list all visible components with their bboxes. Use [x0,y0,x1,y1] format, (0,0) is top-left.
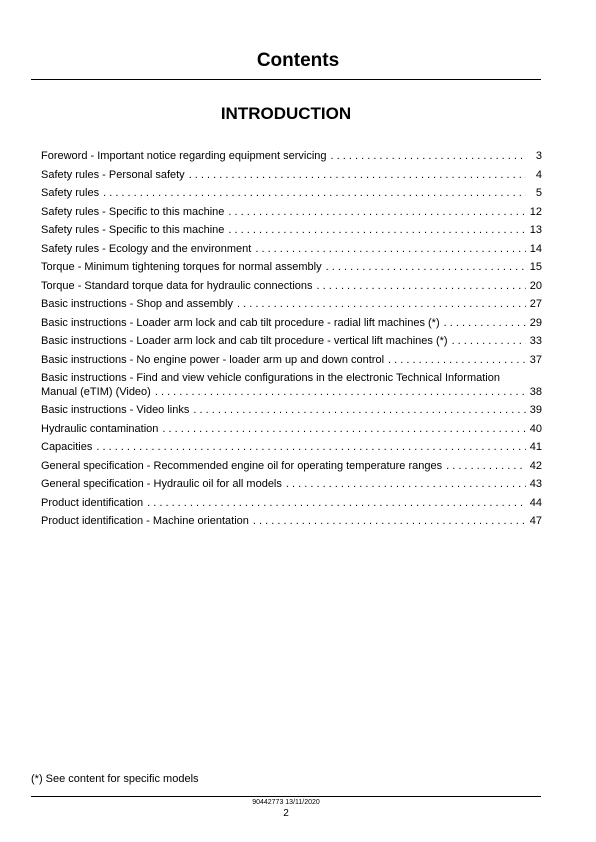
toc-entry-title: Basic instructions - Loader arm lock and cab tilt procedure - vertical lift machines (*) [41,335,448,347]
toc-entry-title: Hydraulic contamination [41,422,159,435]
page-number: 2 [283,808,289,819]
toc-entry-page: 15 [529,261,542,273]
toc-leader [317,277,527,296]
toc-entry[interactable] [41,184,542,203]
toc-entry-title: Capacities [41,441,93,453]
toc-entry[interactable] [41,475,542,494]
toc-entry[interactable] [41,351,542,370]
toc-leader [147,494,526,513]
toc-entry[interactable] [41,221,542,240]
footer-divider [31,796,541,797]
toc-entry-title: Safety rules - Ecology and the environment [41,242,252,255]
toc-entry[interactable] [41,277,542,296]
toc-entry-page: 43 [529,478,542,490]
toc-leader [286,475,526,494]
toc-leader [162,420,526,439]
toc-entry-page: 47 [529,515,542,527]
section-heading: INTRODUCTION [220,104,352,123]
toc-leader [326,258,526,277]
toc-entry-page: 39 [529,404,542,416]
toc-entry-page: 41 [529,441,542,453]
header-divider [31,79,541,80]
document-id: 90442773 13/11/2020 [252,799,320,806]
toc-entry[interactable] [41,420,542,439]
toc-entry-page: 3 [535,150,542,162]
toc-entry-page: 29 [529,316,542,329]
toc-entry-title: Foreword - Important notice regarding equipment servicing [41,150,327,162]
toc-leader [96,438,526,457]
footnote: (*) See content for specific models [31,773,199,785]
toc-entry-page: 33 [529,335,542,347]
toc-entry-page: 20 [529,279,542,292]
toc-entry[interactable] [41,240,542,259]
toc-leader [155,385,526,399]
toc-entry-title: Safety rules - Specific to this machine [41,224,225,236]
toc-entry-title: Basic instructions - Video links [41,404,190,416]
toc-entry-title: General specification - Hydraulic oil for all models [41,478,282,490]
toc-entry[interactable] [41,332,542,351]
toc-entry-title: Basic instructions - Find and view vehicle configurations in the electronic Technical Information [41,372,500,384]
toc-leader [255,240,526,259]
toc-entry[interactable] [41,166,542,185]
page-title: Contents [256,50,340,71]
toc-entry[interactable] [41,512,542,531]
toc-entry-title: Basic instructions - No engine power - loader arm up and down control [41,353,385,366]
toc-entry-page: 14 [529,242,542,255]
toc-entry-title: Safety rules - Personal safety [41,168,185,181]
toc-entry[interactable] [41,369,542,401]
toc-leader [189,166,526,185]
toc-entry-page: 42 [529,459,542,472]
toc-entry[interactable] [41,314,542,333]
toc-entry[interactable] [41,258,542,277]
toc-leader [444,314,526,333]
toc-entry-title: General specification - Recommended engine oil for operating temperature ranges [41,459,443,472]
toc-entry[interactable] [41,295,542,314]
toc-entry-page: 44 [529,496,542,509]
toc-entry-page: 13 [529,224,542,236]
table-of-contents [41,147,542,531]
toc-entry[interactable] [41,203,542,222]
toc-entry-title-cont: Manual (eTIM) (Video) [41,386,151,398]
toc-entry-page: 4 [535,168,542,181]
toc-leader [388,351,526,370]
toc-entry-title: Safety rules - Specific to this machine [41,205,225,218]
toc-leader [193,401,526,420]
toc-entry-page: 38 [529,386,542,398]
toc-leader [452,332,526,351]
toc-leader [228,203,526,222]
toc-leader [331,147,526,166]
toc-entry[interactable] [41,401,542,420]
toc-entry-title: Basic instructions - Shop and assembly [41,298,233,310]
toc-entry-title: Torque - Minimum tightening torques for normal assembly [41,261,322,273]
toc-entry-title: Product identification - Machine orientation [41,515,249,527]
toc-entry[interactable] [41,457,542,476]
toc-entry[interactable] [41,438,542,457]
toc-entry-page: 5 [535,187,542,199]
toc-entry-page: 40 [529,422,542,435]
toc-entry-page: 37 [529,353,542,366]
toc-entry-title: Safety rules [41,187,100,199]
toc-entry[interactable] [41,147,542,166]
toc-leader [228,221,526,240]
toc-entry-page: 12 [529,205,542,218]
toc-entry-title: Basic instructions - Loader arm lock and cab tilt procedure - radial lift machines (*) [41,316,440,329]
toc-entry-title: Product identification [41,496,144,509]
toc-leader [103,184,526,203]
toc-entry[interactable] [41,494,542,513]
toc-leader [446,457,526,476]
toc-leader [253,512,526,531]
toc-leader [237,295,526,314]
toc-entry-title: Torque - Standard torque data for hydraulic connections [41,279,313,292]
toc-entry-page: 27 [529,298,542,310]
